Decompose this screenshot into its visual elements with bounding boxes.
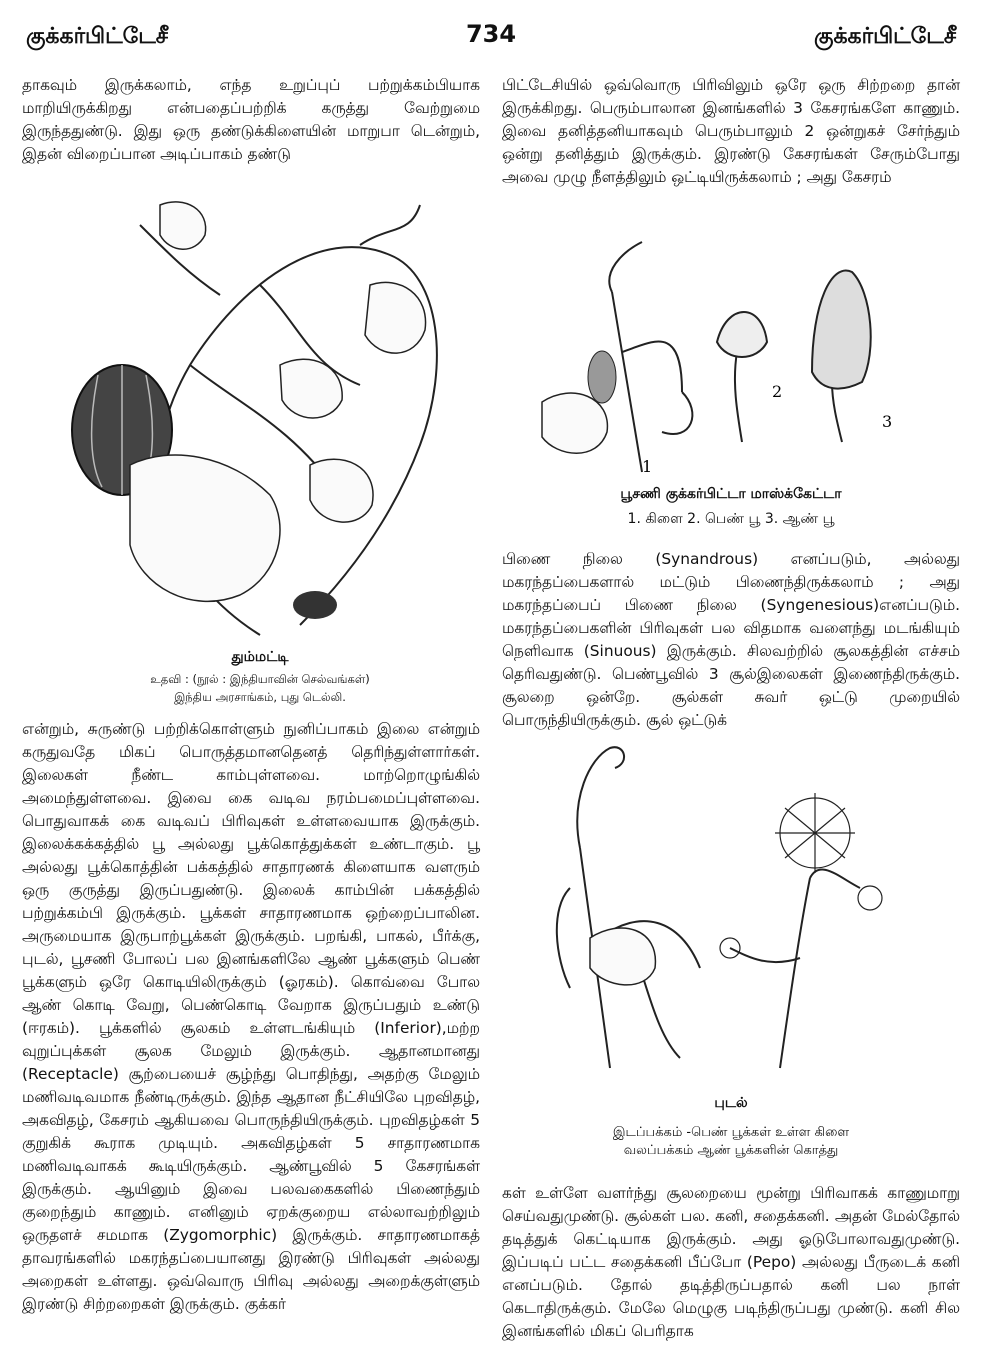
right-middle-paragraph: பிணை நிலை (Synandrous) எனப்படும், அல்லது மகரந்தப்பைகளால் மட்டும் பிணைந்திருக்கலாம் ; அது மகரந்தப்பைப் பிணை நிலை (Syngenesious)எனப்படும். மகரந்தப்பைகளின் பிரிவுகள் பல விதமாக வளைந்து மடங்கியும் நெளிவாக (Sinuous) இருக்கும். சிலவற்றில் சூலகத்தின் எச்சம் தெரிவதுண்டு. பெண்பூவில் 3 சூல்இலைகள் இணைந்திருக்கும். சூலறை ஒன்றே. சூல்கள் சுவர் ஒட்டு முறையில் பொருந்தியிருக்கும். சூல் ஒட்டுக்: [502, 550, 960, 729]
left-top-paragraph: தாகவும் இருக்கலாம், எந்த உறுப்புப் பற்றுக்கம்பியாக மாறியிருக்கிறது என்பதைப்பற்றிக் கருத்து வேற்றுமை இருந்ததுண்டு. இது ஒரு தண்டுக்கிளையின் மாறுபா டென்றும், இதன் விறைப்பான அடிப்பாகம் தண்டு: [22, 76, 480, 163]
figure-label-2: 2: [772, 382, 783, 401]
figure-caption-credit-2: இந்திய அரசாங்கம், புது டெல்லி.: [174, 690, 346, 704]
header-right-title: குக்கர்பிட்டேசீ: [814, 24, 956, 49]
figure-caption-title: தும்மட்டி: [231, 649, 289, 665]
left-bottom-paragraph: என்றும், சுருண்டு பற்றிக்கொள்ளும் நுனிப்பாகம் இலை என்றும் கருதுவதே மிகப் பொருத்தமானதெனத் தெரிந்துள்ளார்கள். இலைகள் நீண்ட காம்புள்ளவை. மாற்றொழுங்கில் அமைந்துள்ளவை. இவை கை வடிவ நரம்பமைப்புள்ளவை. பொதுவாகக் கை வடிவப் பிரிவுகள் உள்ளவையாக இருக்கும். இலைக்கக்கத்தில் பூ அல்லது பூக்கொத்துக்கள் உண்டாகும். பூ அல்லது பூக்கொத்தின் பக்கத்தில் சாதாரணக் கிளையாக வளரும் ஒரு குருத்து இருப்பதுண்டு. இலைக் காம்பின் பக்கத்தில் பற்றுக்கம்பி இருக்கும். பூக்கள் சாதாரணமாக ஒற்றைப்பாலின. அருமையாக இருபாற்பூக்கள் இருக்கும். பறங்கி, பாகல், பீர்க்கு, புடல், பூசணி போலப் பல இனங்களிலே ஆண் பூக்களும் பெண் பூக்களும் ஒரே கொடியிலிருக்கும் (ஓரகம்). கொவ்வை போல ஆண் கொடி வேறு, பெண்கொடி வேறாக இருப்பதும் உண்டு (ஈரகம்). பூக்களில் சூலகம் உள்ளடங்கியும் (Inferior),மற்ற வுறுப்புக்கள் சூலக மேலும் இருக்கும். ஆதானமானது (Receptacle) சூற்பையைச் சூழ்ந்து பொதிந்து, அதற்கு மேலும் மணிவடிவமாக நீண்டிருக்கும். இந்த ஆதான நீட்சியிலே புறவிதழ், அகவிதழ், கேசரம் ஆகியவை பொருந்தியிருக்கும். புறவிதழ்கள் 5 குறுகிக் கூராக முடியும். அகவிதழ்கள் 5 சாதாரணமாக மணிவடிவாகக் கூடியிருக்கும். ஆண்பூவில் 5 கேசரங்கள் இருக்கும். ஆயினும் இவை பலவகைகளில் பிணைந்தும் குறைந்தும் காணும். எனினும் ஏறக்குறைய எல்லாவற்றிலும் ஒருதளச் சமமாக (Zygomorphic) இருக்கும். சாதாரணமாகத் தாவரங்களில் மகரந்தப்பையானது இரண்டு பிரிவுகள் அல்லது அறைகள் உள்ளது. ஒவ்வொரு பிரிவு அல்லது அறைக்குள்ளும் இரண்டு சிற்றறைகள் இருக்கும். குக்கர்: [22, 720, 480, 1313]
figure-2-caption-title: புடல்: [714, 1095, 748, 1111]
figure-caption-credit-1: உதவி : (நூல் : இந்தியாவின் செல்வங்கள்): [150, 672, 370, 686]
pumpkin-flower-illustration: [532, 232, 912, 477]
snake-gourd-vine-illustration: [60, 165, 460, 640]
figure-1-caption-title: பூசணி குக்கர்பிட்டா மாஸ்க்கேட்டா: [620, 486, 842, 502]
snake-gourd-flower-illustration: [540, 738, 910, 1088]
page-number: 734: [465, 20, 517, 48]
right-top-paragraph: பிட்டேசியில் ஒவ்வொரு பிரிவிலும் ஒரே ஒரு சிற்றறை தான் இருக்கிறது. பெரும்பாலான இனங்களில் 3 கேசரங்களே காணும். இவை தனித்தனியாகவும் பெரும்பாலும் 2 ஒன்றுகச் சேர்ந்தும் ஒன்று தனித்தும் இருக்கும். இரண்டு கேசரங்கள் சேரும்போது அவை முழு நீளத்திலும் ஒட்டியிருக்கலாம் ; அது கேசரம்: [502, 76, 960, 186]
figure-1-caption-parts: 1. கிளை 2. பெண் பூ 3. ஆண் பூ: [627, 511, 835, 527]
right-bottom-paragraph: கள் உள்ளே வளர்ந்து சூலறையை மூன்று பிரிவாகக் காணுமாறு செய்வதுமுண்டு. சூல்கள் பல. கனி, சதைக்கனி. அதன் மேல்தோல் தடித்துக் கெட்டியாக இருக்கும். அது ஓடுபோலாவதுமுண்டு. இப்படிப் பட்ட சதைக்கனி பீப்போ (Pepo) அல்லது பீருடைக் கனி எனப்படும். தோல் தடித்திருப்பதால் கனி பல நாள் கெடாதிருக்கும். மேலே மெழுகு படிந்திருப்பது முண்டு. கனி சில இனங்களில் மிகப் பெரிதாக: [502, 1184, 960, 1340]
figure-label-3: 3: [882, 412, 893, 431]
figure-2-caption-line-2: வலப்பக்கம் ஆண் பூக்களின் கொத்து: [623, 1143, 839, 1158]
page-header: [0, 18, 982, 58]
header-left-title: குக்கர்பிட்டேசீ: [26, 24, 168, 49]
figure-label-1: 1: [642, 457, 653, 476]
figure-2-caption-line-1: இடப்பக்கம் -பெண் பூக்கள் உள்ள கிளை: [612, 1125, 850, 1140]
